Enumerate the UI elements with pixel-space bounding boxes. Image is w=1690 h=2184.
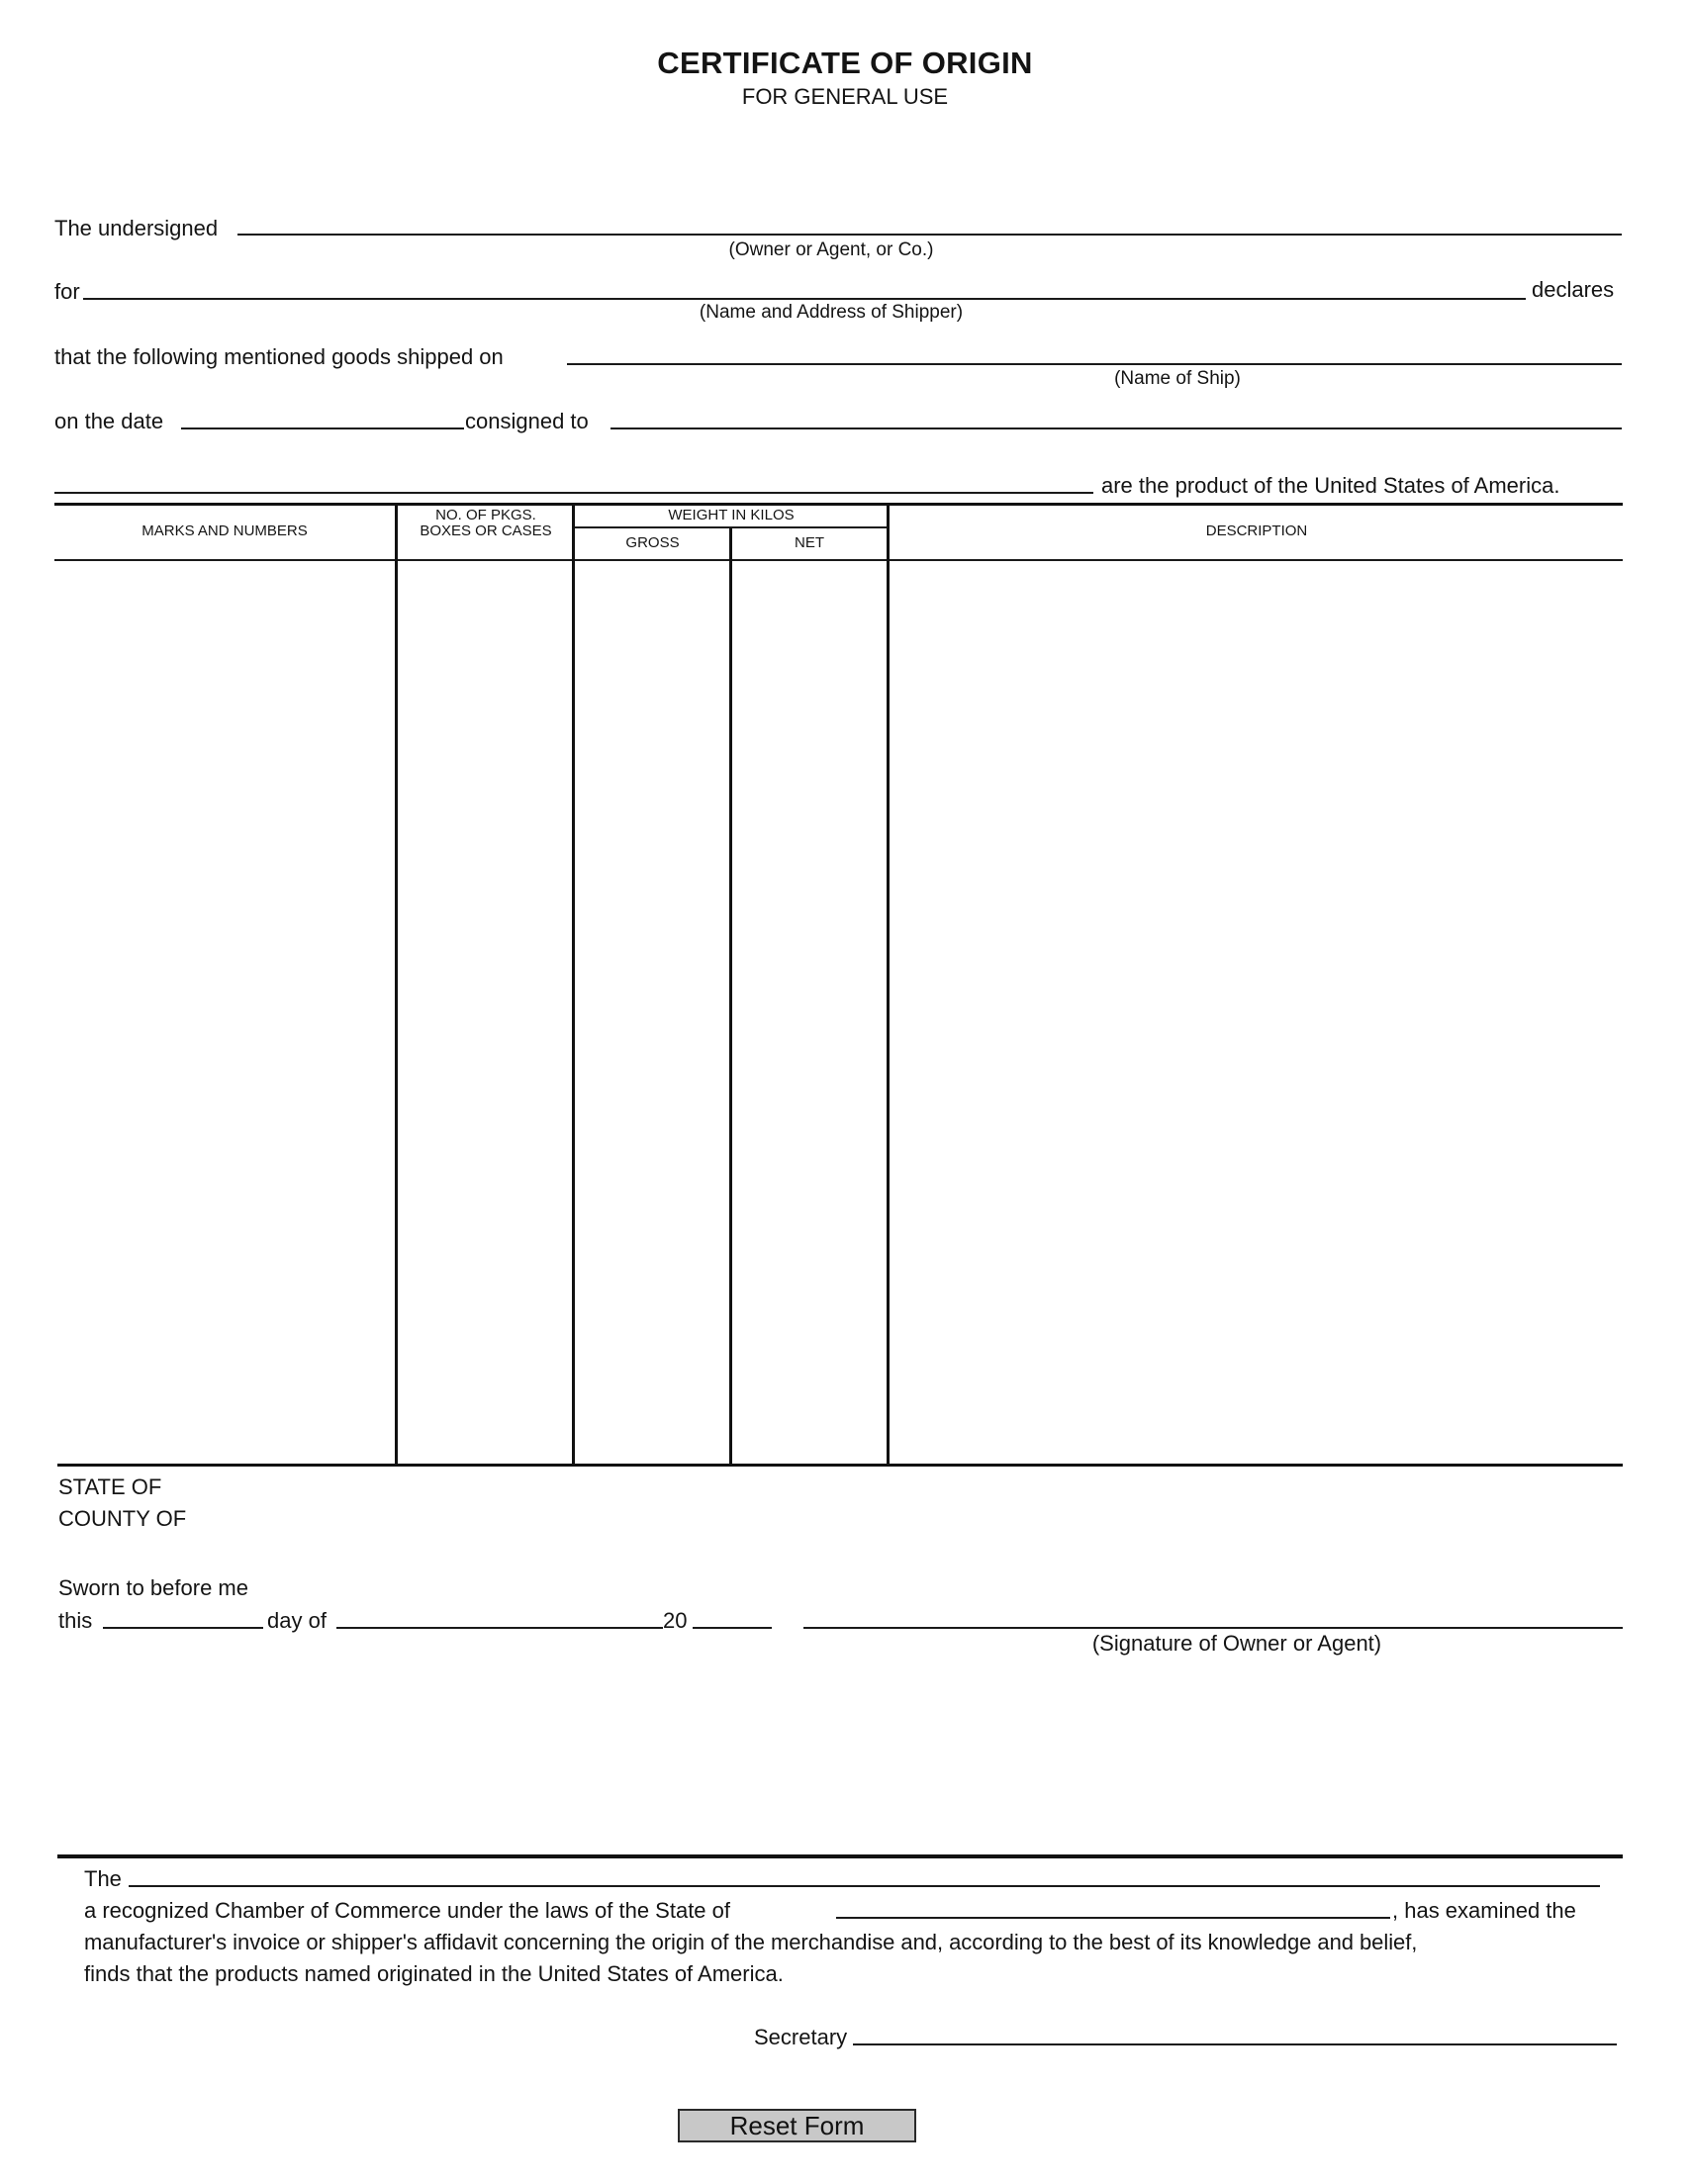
ship-line [567, 363, 1622, 365]
chamber-state-field[interactable] [836, 1891, 1390, 1917]
for-label: for [54, 279, 80, 304]
col-gross-header: GROSS [625, 534, 680, 551]
county-label: COUNTY OF [58, 1506, 187, 1531]
undersigned-caption: (Owner or Agent, or Co.) [728, 239, 934, 260]
table-top-border [54, 503, 1623, 506]
description-field[interactable] [891, 564, 1621, 1460]
secretary-field[interactable] [853, 2018, 1617, 2043]
table-col-divider-3 [729, 528, 732, 1465]
date-field[interactable] [181, 402, 464, 427]
chamber-name-field[interactable] [129, 1859, 1600, 1885]
origin-line [54, 492, 1093, 494]
consignee-line [610, 427, 1622, 429]
col-description-header: DESCRIPTION [1205, 522, 1308, 539]
page-title: CERTIFICATE OF ORIGIN [657, 46, 1033, 80]
signature-field[interactable] [803, 1601, 1623, 1627]
table-header-bottom [54, 559, 1623, 561]
chamber-the-label: The [84, 1866, 122, 1891]
col-marks-header: MARKS AND NUMBERS [141, 522, 308, 539]
undersigned-line [237, 234, 1622, 236]
secretary-line [853, 2043, 1617, 2045]
year-prefix: 20 [663, 1608, 688, 1633]
day-field[interactable] [103, 1601, 263, 1627]
net-weight-field[interactable] [733, 564, 884, 1460]
undersigned-field[interactable] [237, 208, 1622, 234]
secretary-label: Secretary [754, 2025, 848, 2049]
state-field[interactable] [173, 1474, 668, 1500]
chamber-line3: manufacturer's invoice or shipper's affidavit concerning the origin of the merchandise and, according to the best of its knowledge and belief, [84, 1930, 1418, 1954]
ship-caption: (Name of Ship) [1114, 368, 1241, 389]
chamber-line2-prefix: a recognized Chamber of Commerce under the laws of the State of [84, 1898, 731, 1923]
shipped-on-label: that the following mentioned goods shipped on [54, 344, 504, 369]
chamber-line2-suffix: , has examined the [1392, 1898, 1576, 1923]
shipper-field[interactable] [83, 272, 1526, 298]
county-field[interactable] [198, 1506, 693, 1532]
table-col-divider-2 [572, 505, 575, 1465]
shipper-caption: (Name and Address of Shipper) [699, 302, 964, 323]
consignee-field[interactable] [610, 402, 1622, 427]
consigned-label: consigned to [465, 409, 589, 433]
state-label: STATE OF [58, 1474, 162, 1499]
gross-weight-field[interactable] [576, 564, 726, 1460]
col-net-header: NET [795, 534, 824, 551]
year-line [693, 1627, 772, 1629]
marks-numbers-field[interactable] [57, 564, 392, 1460]
chamber-name-line [129, 1885, 1600, 1887]
date-label: on the date [54, 409, 164, 433]
day-of-label: day of [267, 1608, 327, 1633]
undersigned-label: The undersigned [54, 216, 219, 240]
origin-field[interactable] [54, 466, 1093, 492]
table-col-divider-4 [887, 505, 890, 1465]
year-field[interactable] [693, 1601, 772, 1627]
chamber-state-line [836, 1917, 1390, 1919]
table-bottom-border [57, 1464, 1623, 1467]
month-field[interactable] [336, 1601, 663, 1627]
packages-field[interactable] [399, 564, 569, 1460]
date-line [181, 427, 464, 429]
ship-name-field[interactable] [567, 337, 1622, 363]
shipper-line [83, 298, 1526, 300]
col-pkgs-header: NO. OF PKGS. BOXES OR CASES [420, 507, 552, 539]
declares-label: declares [1532, 277, 1615, 302]
page-subtitle: FOR GENERAL USE [741, 84, 949, 109]
day-line [103, 1627, 263, 1629]
signature-line [803, 1627, 1623, 1629]
reset-form-button[interactable]: Reset Form [678, 2109, 916, 2142]
table-col-divider-1 [395, 505, 398, 1465]
product-label: are the product of the United States of America. [1101, 473, 1560, 498]
month-line [336, 1627, 663, 1629]
chamber-line4: finds that the products named originated in the United States of America. [84, 1961, 784, 1986]
sworn-label: Sworn to before me [58, 1575, 248, 1600]
signature-caption: (Signature of Owner or Agent) [1091, 1631, 1382, 1656]
col-weight-header: WEIGHT IN KILOS [668, 507, 795, 523]
chamber-top-border [57, 1854, 1623, 1858]
this-label: this [58, 1608, 93, 1633]
